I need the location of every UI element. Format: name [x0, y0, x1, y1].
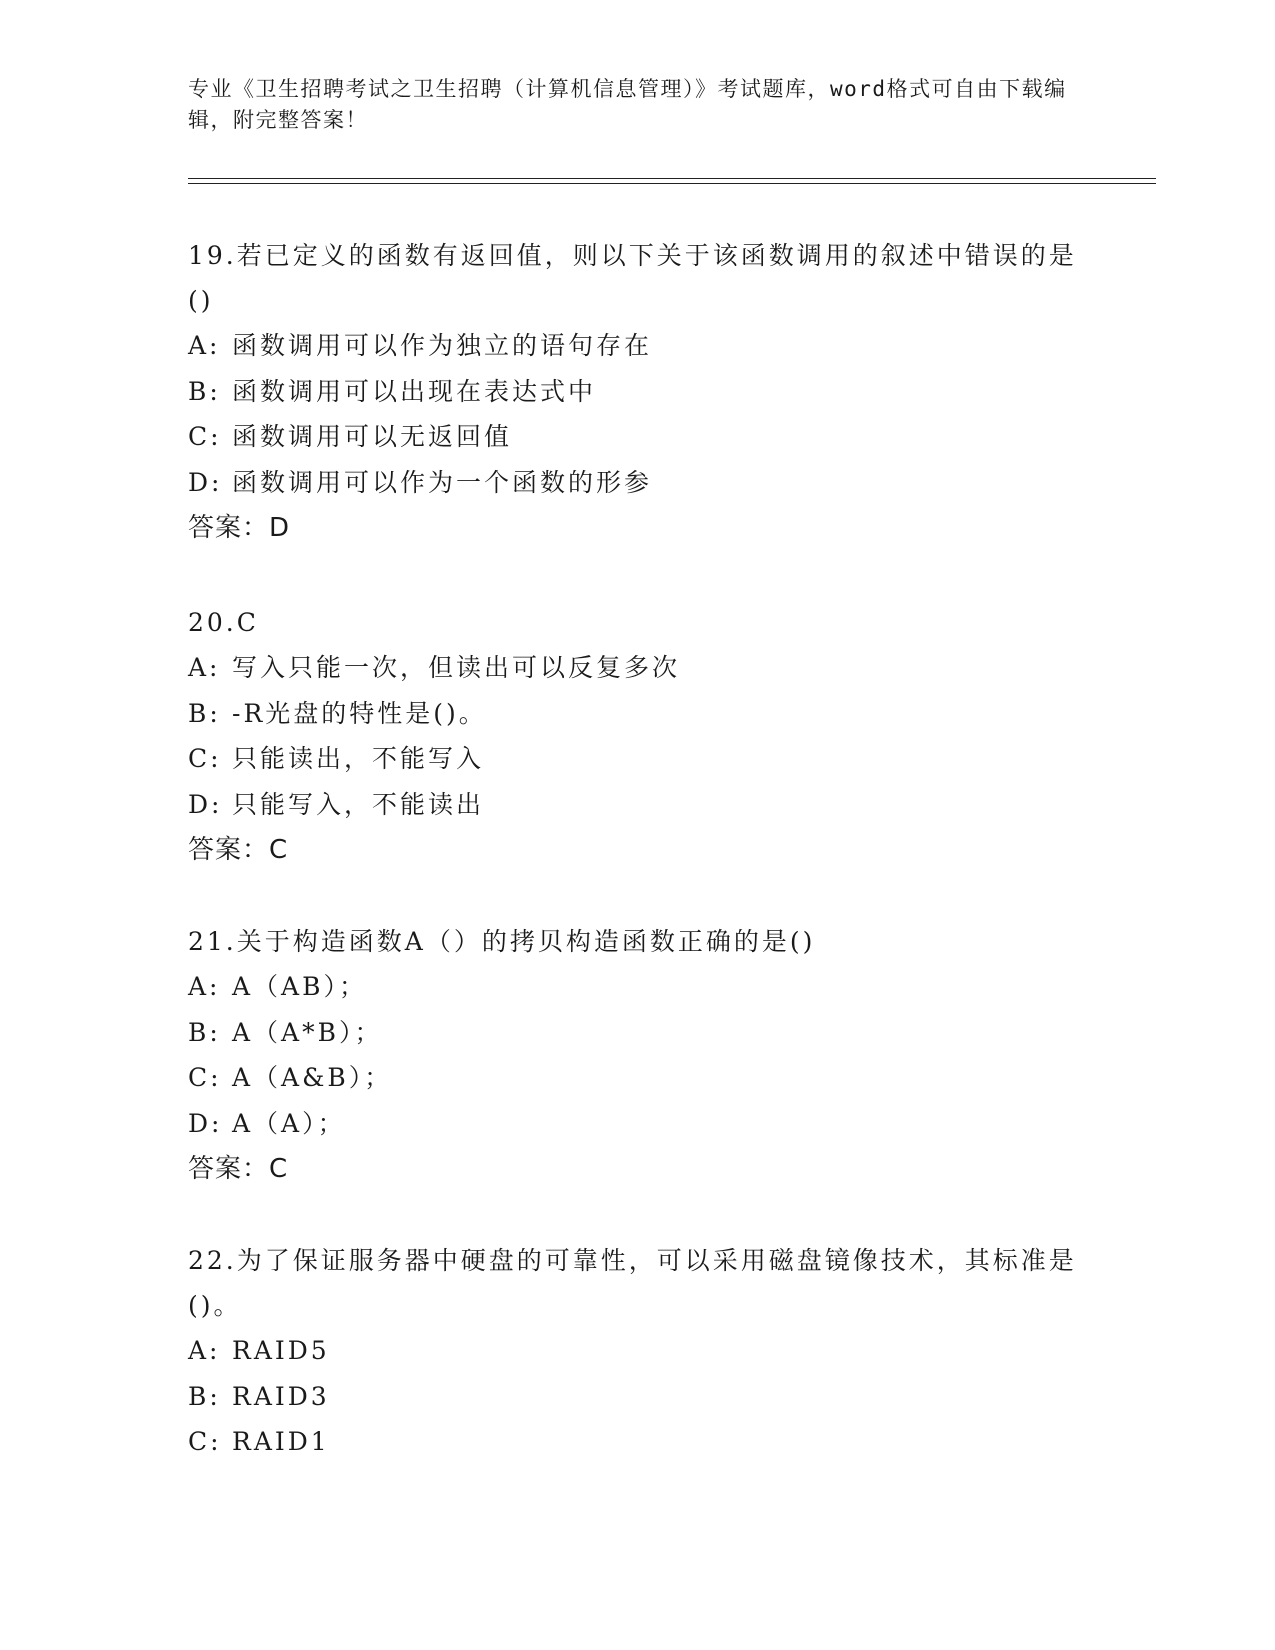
option-b [188, 691, 1088, 737]
question-21 [188, 919, 1088, 1192]
answer-line: 答案：D [188, 513, 291, 543]
option-text: 函数调用可以出现在表达式中 [232, 376, 597, 406]
option-key: C: [188, 1063, 222, 1092]
option-c [188, 1055, 1088, 1101]
question-stem: 20.C [188, 608, 259, 637]
option-key: D: [188, 1108, 223, 1138]
option-key: A: [188, 1336, 221, 1365]
option-c [188, 1419, 1088, 1465]
header-divider-top [188, 178, 1156, 179]
option-key: B: [188, 698, 221, 728]
option-text: RAID3 [232, 1381, 330, 1411]
option-a [188, 645, 1088, 691]
option-b [188, 369, 1088, 415]
option-key: C: [188, 744, 222, 773]
option-a [188, 1328, 1088, 1374]
question-stem: 22.为了保证服务器中硬盘的可靠性，可以采用磁盘镜像技术，其标准是()。 [188, 1246, 1077, 1320]
option-text: 只能写入，不能读出 [232, 789, 485, 819]
option-text: A（A&B）； [232, 1063, 393, 1092]
option-key: D: [188, 789, 223, 819]
answer-line: 答案：C [188, 1154, 289, 1184]
option-key: C: [188, 422, 222, 451]
option-d [188, 1101, 1088, 1147]
option-b [188, 1010, 1088, 1056]
option-key: B: [188, 1381, 221, 1411]
question-19 [188, 233, 1088, 551]
option-text: A（A*B）； [232, 1017, 383, 1047]
option-text: RAID5 [232, 1336, 330, 1365]
document-header: 专业《卫生招聘考试之卫生招聘（计算机信息管理）》考试题库，word格式可自由下载编辑，附完整答案！ [188, 77, 1067, 132]
option-key: C: [188, 1427, 222, 1456]
option-text: RAID1 [232, 1427, 330, 1456]
option-key: A: [188, 653, 221, 682]
option-b [188, 1374, 1088, 1420]
answer-line: 答案：C [188, 835, 289, 865]
option-d [188, 460, 1088, 506]
option-key: A: [188, 972, 221, 1001]
option-text: 函数调用可以作为独立的语句存在 [232, 331, 653, 360]
option-text: 函数调用可以无返回值 [232, 422, 513, 451]
option-a [188, 323, 1088, 369]
option-text: 写入只能一次，但读出可以反复多次 [232, 653, 681, 682]
option-key: A: [188, 331, 221, 360]
question-stem: 21.关于构造函数A（）的拷贝构造函数正确的是() [188, 927, 816, 956]
question-stem: 19.若已定义的函数有返回值，则以下关于该函数调用的叙述中错误的是() [188, 241, 1077, 315]
option-text: A（AB）； [232, 972, 367, 1001]
option-a [188, 964, 1088, 1010]
option-c [188, 414, 1088, 460]
option-key: B: [188, 1017, 221, 1047]
option-d [188, 782, 1088, 828]
option-text: 只能读出，不能写入 [232, 744, 485, 773]
option-key: D: [188, 467, 223, 497]
option-c [188, 736, 1088, 782]
option-text: 函数调用可以作为一个函数的形参 [232, 467, 653, 497]
option-text: -R光盘的特性是()。 [232, 698, 487, 728]
question-22 [188, 1238, 1088, 1465]
header-divider-bottom [188, 183, 1156, 184]
question-20 [188, 600, 1088, 873]
option-key: B: [188, 376, 221, 406]
option-text: A（A）； [232, 1108, 346, 1138]
